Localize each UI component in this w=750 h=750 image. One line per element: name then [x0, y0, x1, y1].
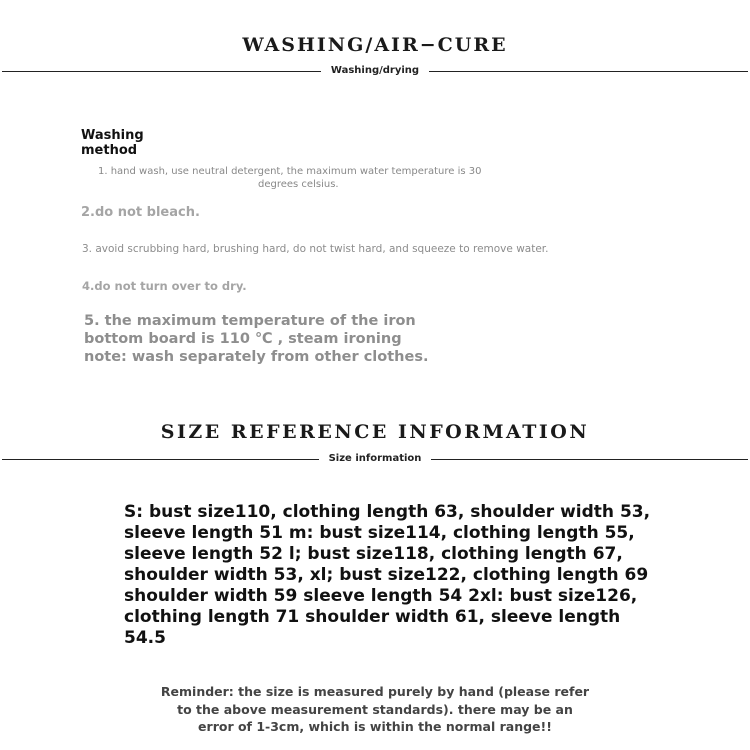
size-subtitle	[0, 453, 750, 464]
wash-item-3: 3. avoid scrubbing hard, brushing hard, do not twist hard, and squeeze to remove water.	[82, 243, 549, 255]
wash-item-5	[84, 312, 428, 366]
washing-subtitle	[0, 65, 750, 76]
washing-subtitle-text: Washing/drying	[321, 65, 429, 76]
washing-method-title: Washing method	[81, 128, 144, 158]
wash-item-4: 4.do not turn over to dry.	[82, 279, 247, 293]
size-title: SIZE REFERENCE INFORMATION	[160, 421, 590, 443]
wash-item-5-line2: bottom board is 110 ℃ , steam ironing	[84, 331, 402, 347]
size-subtitle-text: Size information	[319, 453, 432, 464]
wash-item-5-line3: note: wash separately from other clothes.	[84, 349, 429, 365]
wash-item-2: 2.do not bleach.	[81, 205, 200, 220]
washing-title: WASHING/AIR−CURE	[242, 34, 508, 56]
wash-item-5-line1: 5. the maximum temperature of the iron	[84, 313, 416, 329]
wash-item-1-line1: 1. hand wash, use neutral detergent, the maximum water temperature is 30	[98, 166, 482, 177]
size-details: S: bust size110, clothing length 63, shoulder width 53, sleeve length 51 m: bust size114, clothing length 55, sleeve length 52 l; bust size118, clothing length 67, shoulder width 53, xl; bust size122, clothing length 69 shoulder width 59 sleeve length 54 2xl: bust size126, clothing length 71 shoulder width 61, sleeve length 54.5	[124, 502, 651, 648]
size-reminder: Reminder: the size is measured purely by hand (please refer to the above measurement standards). there may be an error of 1-3cm, which is within the normal range!!	[160, 684, 590, 734]
wash-item-1-line2: degrees celsius.	[258, 179, 339, 190]
